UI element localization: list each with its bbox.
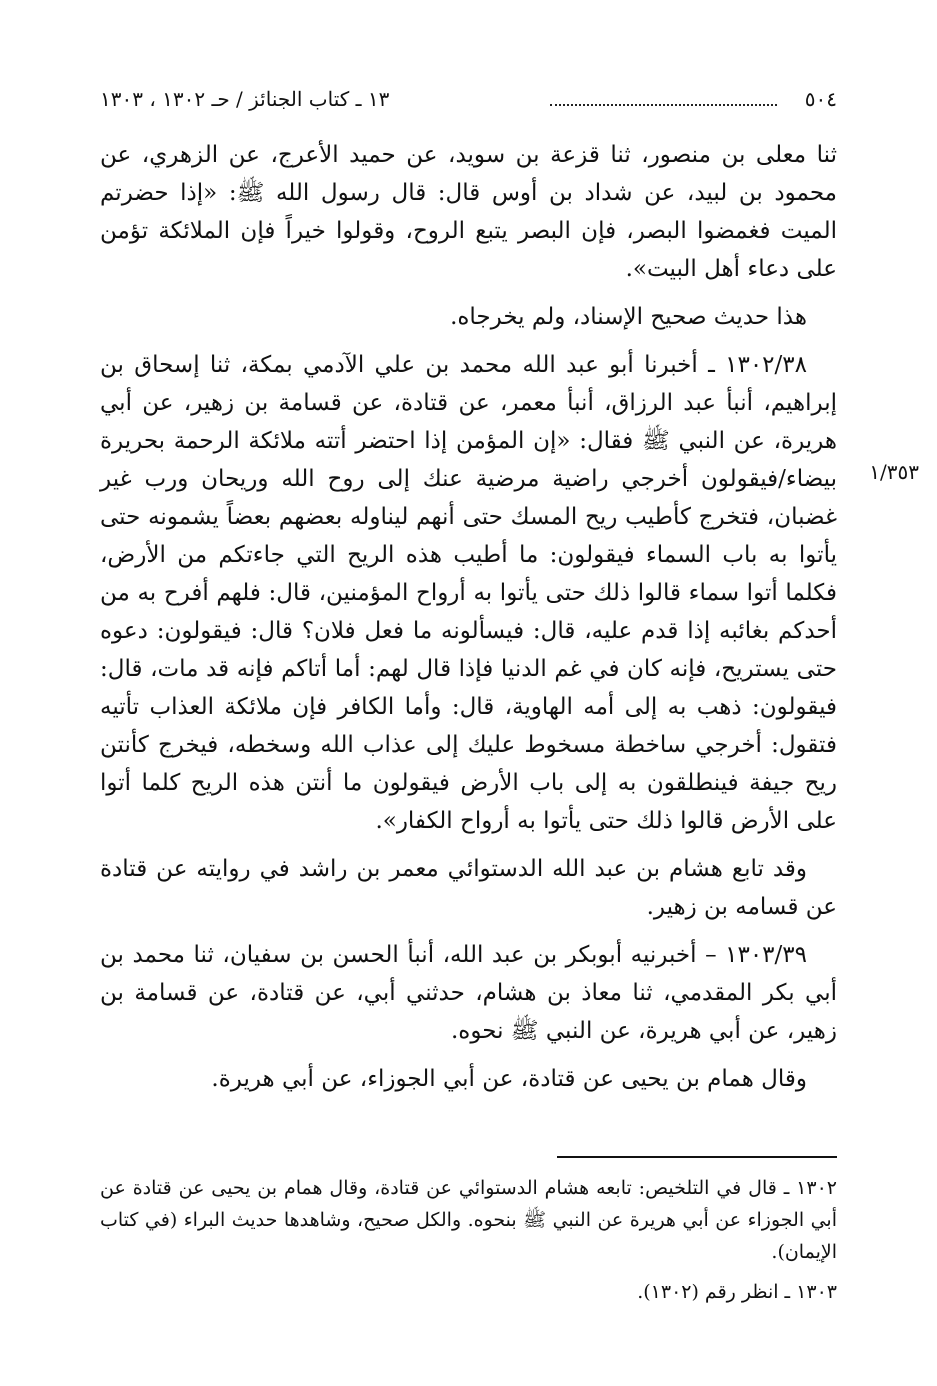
footnotes [100, 1172, 837, 1316]
paragraph: وقد تابع هشام بن عبد الله الدستوائي معمر بن راشد في روايته عن قتادة عن قسامه بن زهير. [100, 856, 837, 920]
main-text [100, 136, 837, 1108]
running-header [100, 84, 837, 114]
paragraph: وقال همام بن يحيى عن قتادة، عن أبي الجوزاء، عن أبي هريرة. [211, 1066, 807, 1092]
paragraph: هذا حديث صحيح الإسناد، ولم يخرجاه. [450, 304, 807, 330]
hadith-entry: ١٣٠٣/٣٩ – أخبرنيه أبوبكر بن عبد الله، أنبأ الحسن بن سفيان، ثنا محمد بن أبي بكر المقدمي، ثنا معاذ بن هشام، حدثني أبي، عن قتادة، عن قسامة بن زهير، عن أبي هريرة، عن النبي ﷺ نحوه. [100, 942, 837, 1044]
footnote: ١٣٠٣ ـ انظر رقم (١٣٠٢). [637, 1281, 837, 1303]
margin-reference: ١/٣٥٣ [869, 460, 919, 484]
footnote: ١٣٠٢ ـ قال في التلخيص: تابعه هشام الدستوائي عن قتادة، وقال همام بن يحيى عن قتادة عن أبي الجوزاء عن أبي هريرة عن النبي ﷺ بنحوه. والكل صحيح، وشاهدها حديث البراء (في كتاب الإيمان). [100, 1177, 837, 1263]
hadith-entry: ١٣٠٢/٣٨ ـ أخبرنا أبو عبد الله محمد بن علي الآدمي بمكة، ثنا إسحاق بن إبراهيم، أنبأ عبد الرزاق، أنبأ معمر، عن قتادة، عن قسامة بن زهير، عن أبي هريرة، عن النبي ﷺ فقال: «إن المؤمن إذا احتضر أتته ملائكة الرحمة بحريرة بيضاء/فيقولون أخرجي راضية مرضية عنك إلى روح الله وريحان ورب غير غضبان، فتخرج كأطيب ريح المسك حتى أنهم ليناوله بعضهم بعضاً يشمونه حتى يأتوا به باب السماء فيقولون: ما أطيب هذه الريح التي جاءتكم من الأرض، فكلما أتوا سماء قالوا ذلك حتى يأتوا به أرواح المؤمنين، قال: فلهم أفرح به من أحدكم بغائبه إذا قدم عليه، قال: فيسألونه ما فعل فلان؟ قال: فيقولون: دعوه حتى يستريح، فإنه كان في غم الدنيا فإذا قال لهم: أما أتاكم فإنه قد مات، قال: فيقولون: ذهب به إلى أمه الهاوية، قال: وأما الكافر فإن ملائكة العذاب تأتيه فتقول: أخرجي ساخطة مسخوط عليك إلى عذاب الله وسخطه، فيخرج كأنتن ريح جيفة فينطلقون به إلى باب الأرض فيقولون ما أنتن هذه الريح كلما أتوا على الأرض قالوا ذلك حتى يأتوا به أرواح الكفار». [100, 352, 837, 834]
page-number: ٥٠٤ [804, 87, 837, 111]
leader-dots [550, 90, 777, 106]
footnote-divider [557, 1156, 837, 1158]
paragraph: ثنا معلى بن منصور، ثنا قزعة بن سويد، عن حميد الأعرج، عن الزهري، عن محمود بن لبيد، عن شداد بن أوس قال: قال رسول الله ﷺ: «إذا حضرتم الميت فغمضوا البصر، فإن البصر يتبع الروح، وقولوا خيراً فإن الملائكة تؤمن على دعاء أهل البيت». [100, 142, 837, 282]
running-title: ١٣ ـ كتاب الجنائز / حـ ١٣٠٢ ، ١٣٠٣ [100, 87, 390, 111]
